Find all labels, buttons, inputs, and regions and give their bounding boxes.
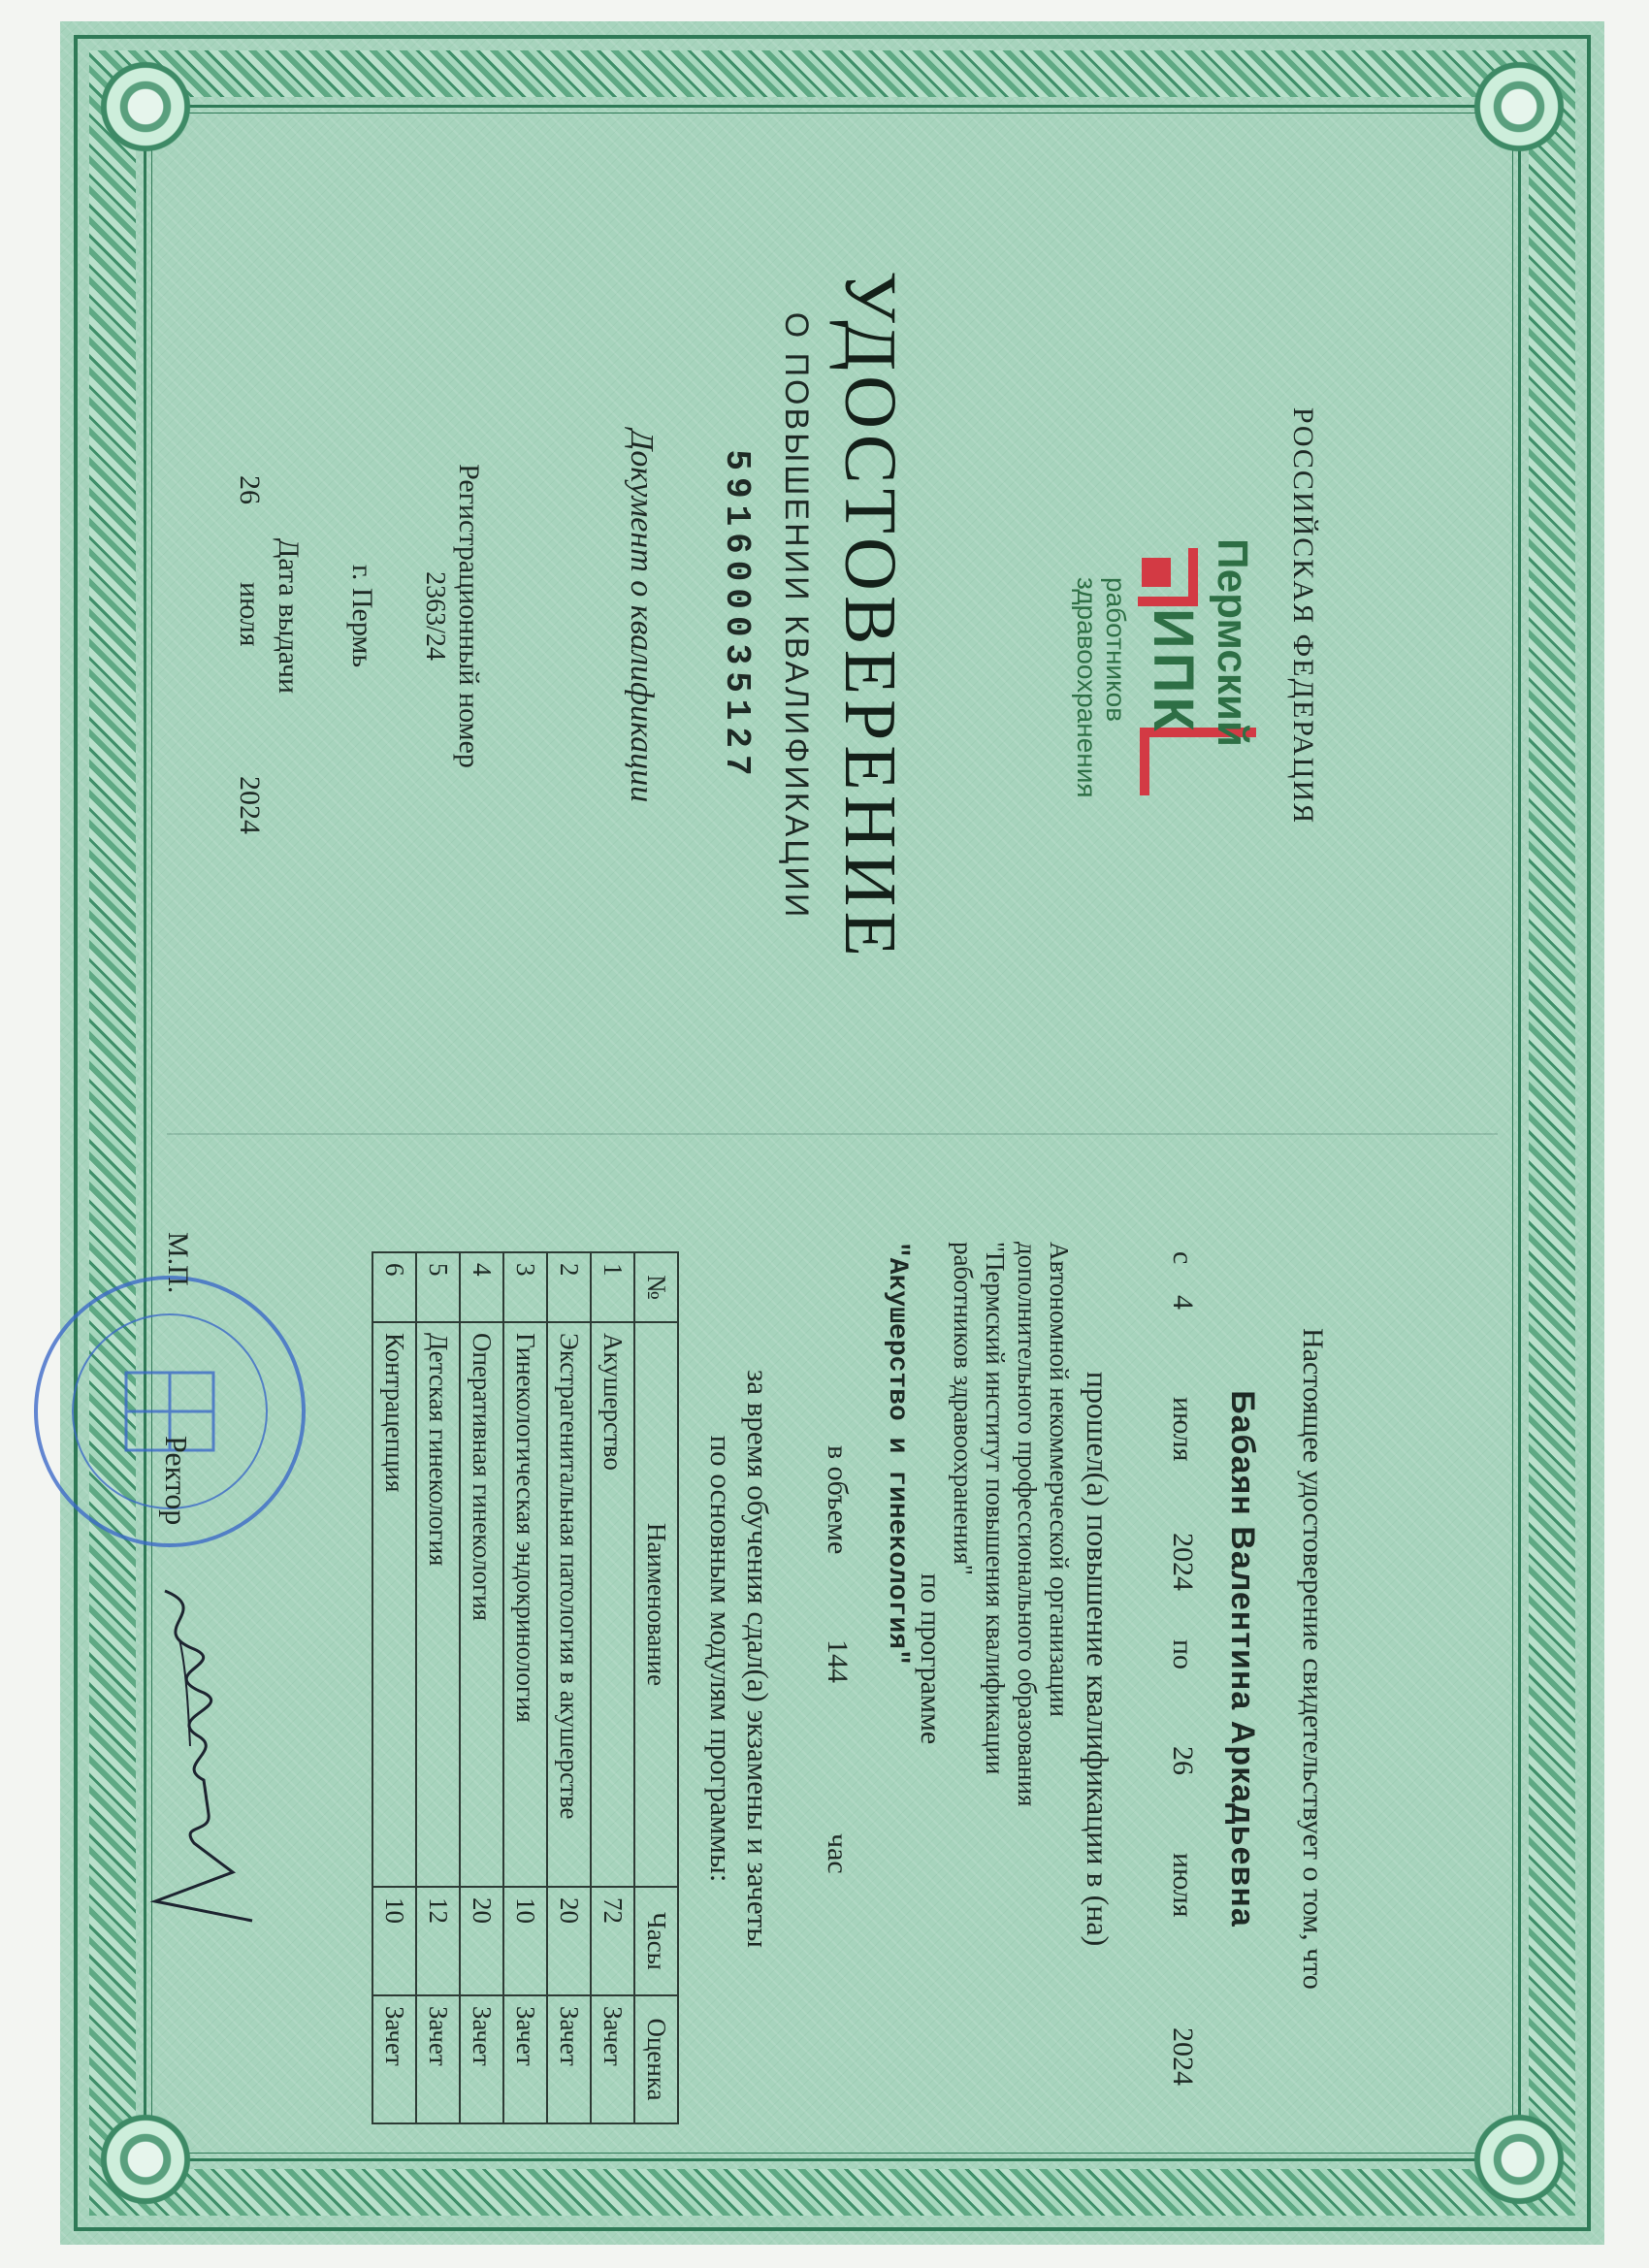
column-header: Оценка xyxy=(634,1995,678,2123)
modules-table xyxy=(372,1251,679,2124)
logo-mark xyxy=(1138,597,1198,606)
organization-line: работников здравоохранения" xyxy=(949,1242,978,1575)
module-grade: Зачет xyxy=(416,1995,460,2123)
cover-half xyxy=(97,155,1455,1077)
table-row xyxy=(503,1252,547,2123)
module-hours: 10 xyxy=(372,1887,416,1995)
seal-place-label: М.П. xyxy=(162,1232,194,1294)
intro-text: Настоящее удостоверение свидетельствует о том, что xyxy=(1297,1328,1329,1990)
module-grade: Зачет xyxy=(547,1995,591,2123)
row-number: 5 xyxy=(416,1252,460,1322)
row-number: 1 xyxy=(591,1252,634,1322)
document-subtitle: О ПОВЫШЕНИИ КВАЛИФИКАЦИИ xyxy=(778,311,815,921)
issue-year: 2024 xyxy=(234,776,266,834)
table-row xyxy=(547,1252,591,2123)
module-name: Оперативная гинекология xyxy=(460,1322,503,1887)
table-header-row xyxy=(634,1252,678,2123)
document-type: Документ о квалификации xyxy=(624,429,660,803)
logo-word-perm: Пермский xyxy=(1209,538,1256,747)
logo-mark xyxy=(1142,558,1171,587)
to-month: июля xyxy=(1167,1853,1199,1918)
module-name: Детская гинекология xyxy=(416,1322,460,1887)
module-name: Экстрагенитальная патология в акушерстве xyxy=(547,1322,591,1887)
volume-value: 144 xyxy=(822,1639,854,1683)
module-name: Акушерство xyxy=(591,1322,634,1887)
module-grade: Зачет xyxy=(460,1995,503,2123)
program-name: "Акушерство и гинекология" xyxy=(882,1242,912,1666)
details-half xyxy=(97,1193,1455,2124)
passed-text: прошел(а) повышение квалификации в (на) xyxy=(1081,1371,1116,1947)
module-grade: Зачет xyxy=(503,1995,547,2123)
registration-label: Регистрационный номер xyxy=(453,464,485,768)
table-row xyxy=(416,1252,460,2123)
logo-mark xyxy=(1188,548,1198,601)
module-hours: 20 xyxy=(460,1887,503,1995)
to-day: 26 xyxy=(1167,1746,1199,1775)
rector-label: Ректор xyxy=(159,1436,194,1526)
module-name: Контрацепция xyxy=(372,1322,416,1887)
to-year: 2024 xyxy=(1167,2027,1199,2086)
module-hours: 20 xyxy=(547,1887,591,1995)
document-number: 591600035127 xyxy=(717,449,757,783)
module-hours: 12 xyxy=(416,1887,460,1995)
exams-line: за время обучения сдал(а) экзамены и зачеты xyxy=(741,1370,775,1948)
column-header: № xyxy=(634,1252,678,1322)
volume-prefix: в объеме xyxy=(822,1445,854,1555)
organization-line: "Пермский институт повышения квалификации xyxy=(981,1242,1010,1775)
module-hours: 10 xyxy=(503,1887,547,1995)
logo-mark xyxy=(1140,728,1149,795)
to-prefix: по xyxy=(1167,1639,1199,1670)
logo-subtitle-line: здравоохранения xyxy=(1072,577,1102,798)
column-header: Часы xyxy=(634,1887,678,1995)
holder-full-name: Бабаян Валентина Аркадьевна xyxy=(1224,1390,1261,1928)
institute-logo xyxy=(1033,538,1256,798)
logo-word-ipk: ИПК xyxy=(1142,608,1205,735)
row-number: 6 xyxy=(372,1252,416,1322)
module-hours: 72 xyxy=(591,1887,634,1995)
row-number: 3 xyxy=(503,1252,547,1322)
table-row xyxy=(591,1252,634,2123)
country-label: РОССИЙСКАЯ ФЕДЕРАЦИЯ xyxy=(1287,406,1319,826)
module-grade: Зачет xyxy=(372,1995,416,2123)
issue-city: г. Пермь xyxy=(346,564,378,668)
module-grade: Зачет xyxy=(591,1995,634,2123)
issue-month: июля xyxy=(234,582,266,647)
exams-line: по основным модулям программы: xyxy=(704,1435,738,1883)
from-month: июля xyxy=(1167,1397,1199,1462)
registration-number: 2363/24 xyxy=(420,571,450,661)
from-prefix: с xyxy=(1167,1251,1199,1265)
program-label: по программе xyxy=(915,1572,947,1745)
issue-date-label: Дата выдачи xyxy=(273,537,305,695)
from-year: 2024 xyxy=(1167,1533,1199,1591)
document-title: УДОСТОВЕРЕНИЕ xyxy=(829,271,911,961)
row-number: 2 xyxy=(547,1252,591,1322)
logo-subtitle xyxy=(1072,577,1130,798)
row-number: 4 xyxy=(460,1252,503,1322)
volume-unit: час xyxy=(822,1833,854,1874)
organization-name xyxy=(947,1242,1075,1921)
exams-text xyxy=(702,1193,776,2124)
module-name: Гинекологическая эндокринология xyxy=(503,1322,547,1887)
table-row xyxy=(460,1252,503,2123)
column-header: Наименование xyxy=(634,1322,678,1887)
logo-subtitle-line: работников xyxy=(1101,577,1131,723)
rector-signature xyxy=(126,1581,272,1950)
from-day: 4 xyxy=(1167,1295,1199,1310)
organization-line: Автономной некоммерческой организации xyxy=(1045,1242,1074,1717)
issue-day: 26 xyxy=(234,475,266,504)
table-row xyxy=(372,1252,416,2123)
organization-line: дополнительного профессионального образования xyxy=(1013,1242,1042,1807)
